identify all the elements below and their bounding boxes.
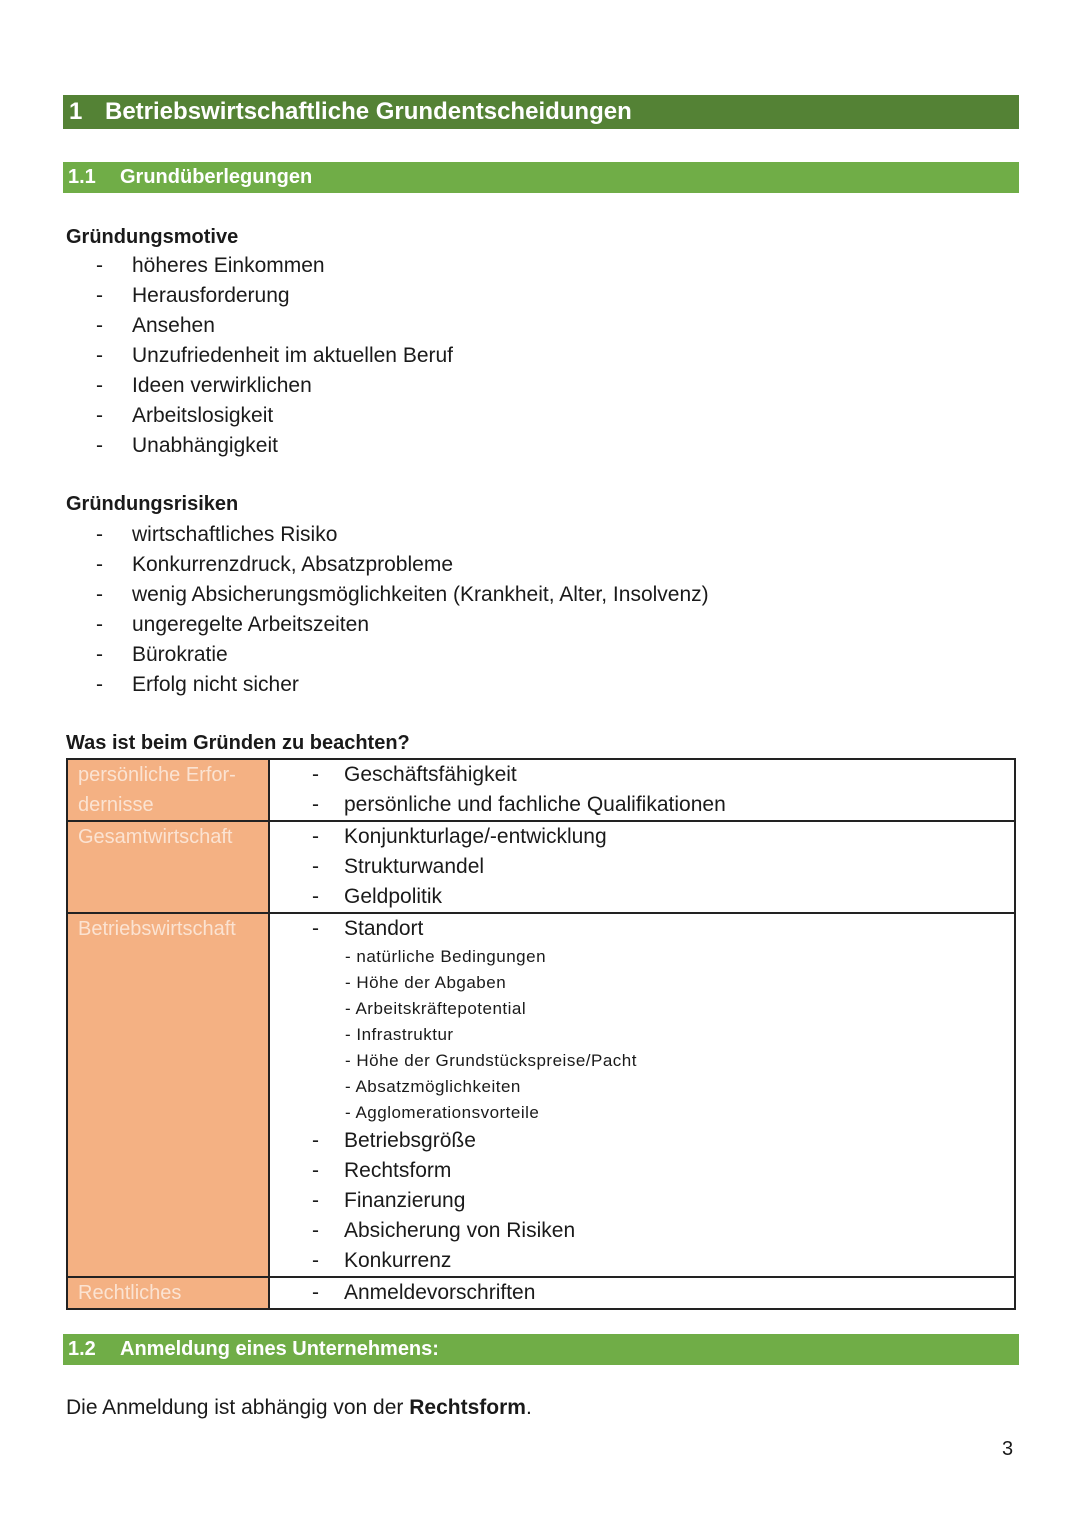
category-cell: Gesamtwirtschaft xyxy=(67,821,269,913)
section-title: Anmeldung eines Unternehmens: xyxy=(120,1338,439,1360)
table-item: - Geldpolitik xyxy=(312,885,443,908)
list-item: - Ideen verwirklichen xyxy=(96,374,312,397)
table-row xyxy=(67,1277,1015,1309)
table-subitem: - Arbeitskräftepotential xyxy=(345,999,527,1018)
list-item: - wenig Absicherungsmöglichkeiten (Krankheit, Alter, Insolvenz) xyxy=(96,583,709,606)
beachten-table xyxy=(66,758,1016,1310)
table-row xyxy=(67,821,1015,913)
section-number: 1.1 xyxy=(68,166,96,188)
category-cell: Betriebswirtschaft xyxy=(67,913,269,1277)
section-title: Grundüberlegungen xyxy=(120,166,313,188)
table-row xyxy=(67,759,1015,821)
table-subitem: - Absatzmöglichkeiten xyxy=(345,1077,521,1096)
page-number: 3 xyxy=(1002,1438,1014,1460)
list-item: - Arbeitslosigkeit xyxy=(96,404,274,427)
section-heading-1-2 xyxy=(63,1334,1019,1365)
table-subitem: - Infrastruktur xyxy=(345,1025,454,1044)
beachten-heading: Was ist beim Gründen zu beachten? xyxy=(66,732,410,754)
items-cell xyxy=(269,913,1015,1277)
table-item: - persönliche und fachliche Qualifikationen xyxy=(312,793,726,816)
list-item: - Unzufriedenheit im aktuellen Beruf xyxy=(96,344,454,367)
motive-list xyxy=(96,251,453,461)
list-item: - höheres Einkommen xyxy=(96,254,325,277)
list-item: - Erfolg nicht sicher xyxy=(96,673,299,696)
table-subitem: - Höhe der Abgaben xyxy=(345,973,507,992)
items-cell xyxy=(269,1277,1015,1309)
table-subitem: - natürliche Bedingungen xyxy=(345,947,547,966)
list-item: - ungeregelte Arbeitszeiten xyxy=(96,613,369,636)
risiken-list xyxy=(96,520,709,700)
table-item: - Rechtsform xyxy=(312,1159,452,1182)
list-item: - Unabhängigkeit xyxy=(96,434,278,457)
list-item: - Herausforderung xyxy=(96,284,290,307)
chapter-number: 1 xyxy=(69,98,83,125)
list-item: - Bürokratie xyxy=(96,643,228,666)
bold-term: Rechtsform xyxy=(409,1396,526,1419)
category-cell: persönliche Erfor- dernisse xyxy=(67,759,269,821)
table-item: - Anmeldevorschriften xyxy=(312,1281,536,1304)
table-row xyxy=(67,913,1015,1277)
table-item: - Standort xyxy=(312,917,424,940)
motive-heading: Gründungsmotive xyxy=(66,226,239,248)
table-subitem: - Höhe der Grundstückspreise/Pacht xyxy=(345,1051,637,1070)
category-cell: Rechtliches xyxy=(67,1277,269,1309)
table-subitem: - Agglomerationsvorteile xyxy=(345,1103,540,1122)
table-item: - Konjunkturlage/-entwicklung xyxy=(312,825,607,848)
items-cell xyxy=(269,759,1015,821)
table-item: - Strukturwandel xyxy=(312,855,485,878)
items-cell xyxy=(269,821,1015,913)
table-item: - Geschäftsfähigkeit xyxy=(312,763,517,786)
table-item: - Finanzierung xyxy=(312,1189,466,1212)
table-item: - Betriebsgröße xyxy=(312,1129,476,1152)
list-item: - Konkurrenzdruck, Absatzprobleme xyxy=(96,553,453,576)
table-item: - Absicherung von Risiken xyxy=(312,1219,576,1242)
body-paragraph: Die Anmeldung ist abhängig von der Rechtsform. xyxy=(66,1396,532,1419)
table-item: - Konkurrenz xyxy=(312,1249,452,1272)
list-item: - Ansehen xyxy=(96,314,215,337)
chapter-heading xyxy=(63,95,1019,129)
risiken-heading: Gründungsrisiken xyxy=(66,493,239,515)
section-heading-1-1 xyxy=(63,162,1019,193)
chapter-title: Betriebswirtschaftliche Grundentscheidungen xyxy=(105,98,632,125)
list-item: - wirtschaftliches Risiko xyxy=(96,523,338,546)
section-number: 1.2 xyxy=(68,1338,96,1360)
